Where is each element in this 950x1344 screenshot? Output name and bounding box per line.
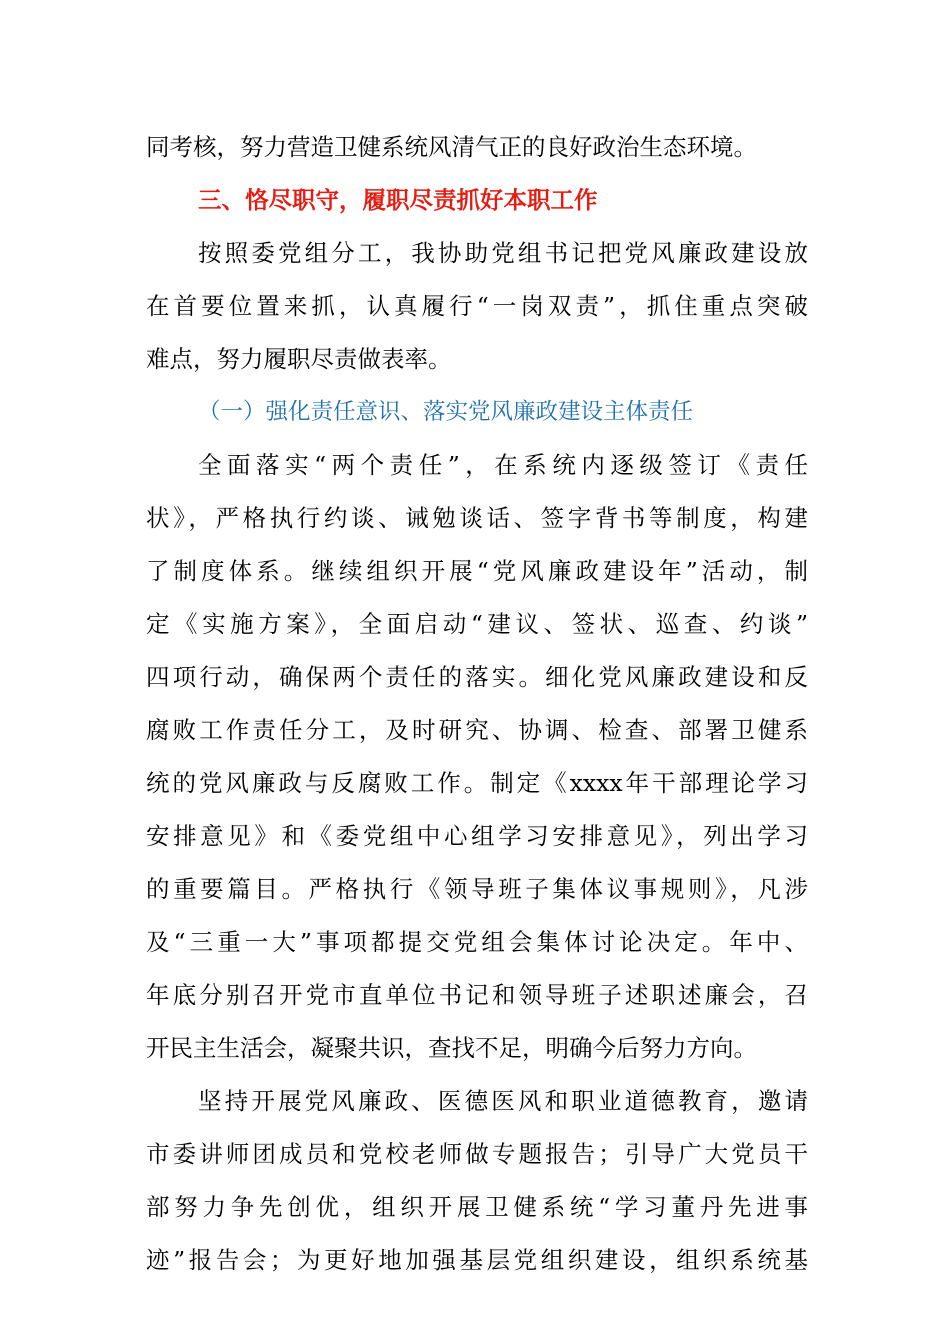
subsection-1-para1-line-5: 四项行动，确保两个责任的落实。细化党风廉政建设和反 (146, 663, 808, 691)
subsection-1-para2-line-1: 坚持开展党风廉政、医德医风和职业道德教育，邀请 (198, 1087, 808, 1115)
subsection-1-para1-line-12: 开民主生活会，凝聚共识，查找不足，明确今后努力方向。 (146, 1034, 757, 1062)
subsection-1-para1-line-7: 统的党风廉政与反腐败工作。制定《xxxx年干部理论学习 (146, 769, 808, 797)
subsection-1-para1-line-3: 了制度体系。继续组织开展“党风廉政建设年”活动，制 (146, 557, 808, 585)
subsection-1-para1-line-2: 状》，严格执行约谈、诫勉谈话、签字背书等制度，构建 (146, 504, 808, 532)
intro-line-1: 同考核，努力营造卫健系统风清气正的良好政治生态环境。 (146, 133, 757, 161)
section-3-para-line-3: 难点，努力履职尽责做表率。 (146, 345, 452, 373)
subsection-1-para1-line-10: 及“三重一大”事项都提交党组会集体讨论决定。年中、 (146, 928, 808, 956)
subsection-1-para2-line-3: 部努力争先创优，组织开展卫健系统“学习董丹先进事 (146, 1193, 808, 1221)
subsection-1-para1-line-11: 年底分别召开党市直单位书记和领导班子述职述廉会，召 (146, 981, 808, 1009)
subsection-1-para1-line-8: 安排意见》和《委党组中心组学习安排意见》，列出学习 (146, 822, 808, 850)
subsection-1-para1-line-6: 腐败工作责任分工，及时研究、协调、检查、部署卫健系 (146, 716, 808, 744)
section-3-heading: 三、恪尽职守，履职尽责抓好本职工作 (198, 186, 598, 214)
subsection-1-para1-line-4: 定《实施方案》，全面启动“建议、签状、巡查、约谈” (146, 610, 808, 638)
subsection-1-para2-line-2: 市委讲师团成员和党校老师做专题报告；引导广大党员干 (146, 1140, 808, 1168)
subsection-1-para1-line-9: 的重要篇目。严格执行《领导班子集体议事规则》，凡涉 (146, 875, 808, 903)
section-3-para-line-1: 按照委党组分工，我协助党组书记把党风廉政建设放 (198, 239, 808, 267)
section-3-para-line-2: 在首要位置来抓，认真履行“一岗双责”，抓住重点突破 (146, 292, 808, 320)
subsection-1-para1-line-1: 全面落实“两个责任”，在系统内逐级签订《责任 (198, 451, 808, 479)
subsection-1-para2-line-4: 迹”报告会；为更好地加强基层党组织建设，组织系统基 (146, 1246, 808, 1274)
subsection-1-heading: （一）强化责任意识、落实党风廉政建设主体责任 (198, 399, 694, 425)
